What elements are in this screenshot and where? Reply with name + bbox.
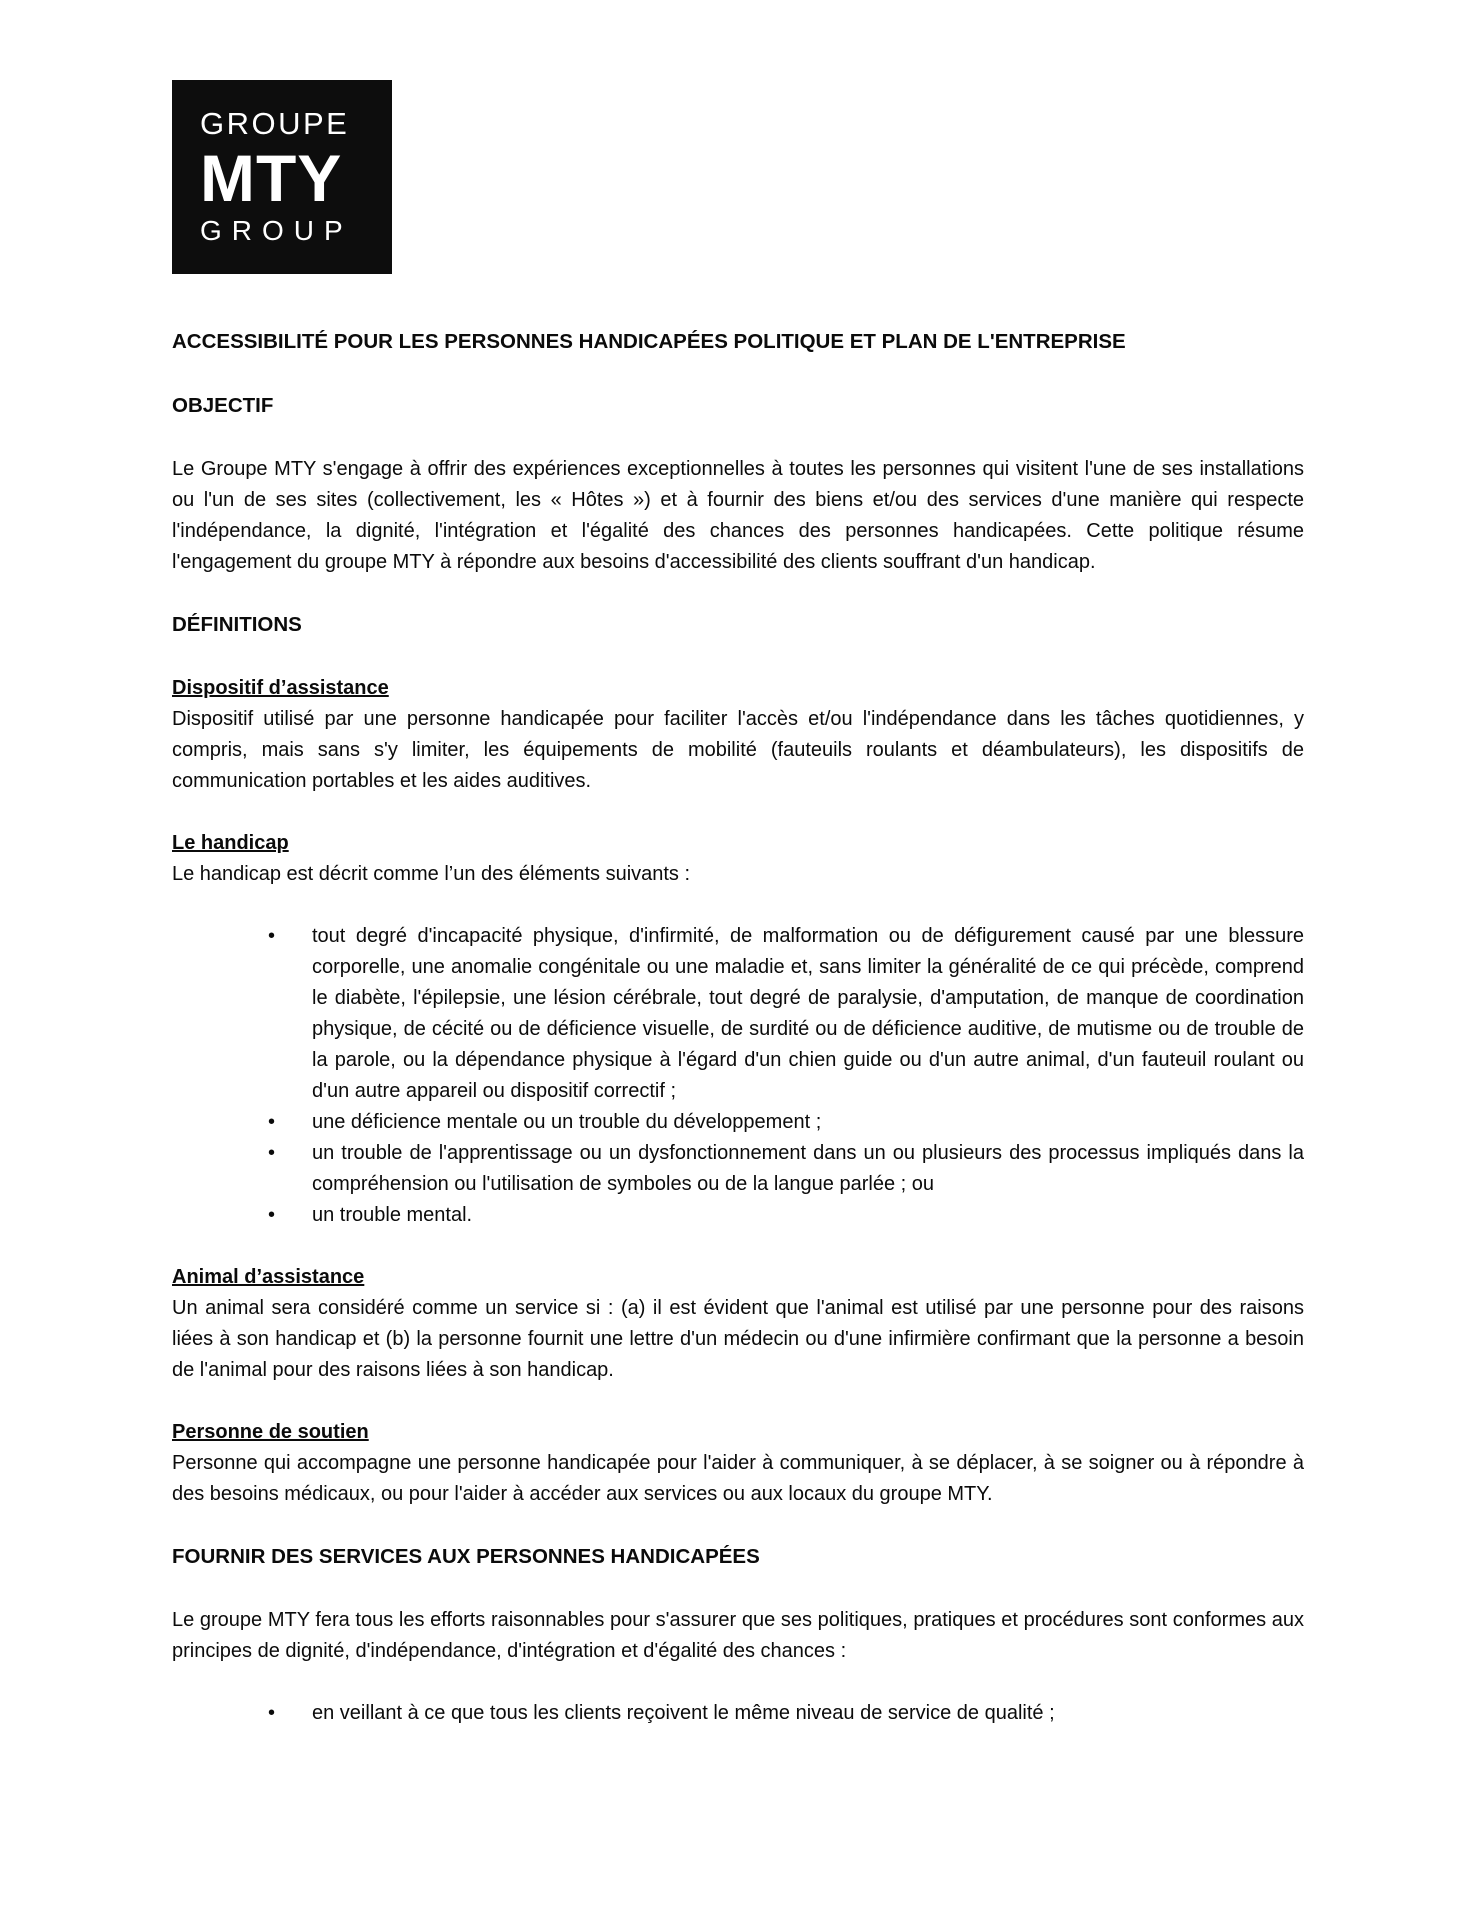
fournir-bullet-list [172,1698,1304,1729]
section-heading-objectif: OBJECTIF [172,394,274,417]
logo-line-group: GROUP [200,215,353,246]
subheading-dispositif-assistance: Dispositif d’assistance [172,677,389,699]
bullet-icon: • [268,1142,276,1164]
list-item [172,921,1304,1107]
bullet-icon: • [268,1111,276,1133]
list-item-text: un trouble mental. [312,1204,473,1226]
paragraph-personne-soutien: Personne qui accompagne une personne handicapée pour l'aider à communiquer, à se déplacer, à se soigner ou à répondre à des besoins médicaux, ou pour l'aider à accéder aux services ou aux locaux du groupe MTY. [172,1452,1304,1505]
list-item-text: en veillant à ce que tous les clients reçoivent le même niveau de service de qualité ; [312,1702,1055,1724]
subheading-le-handicap: Le handicap [172,832,289,854]
company-logo [172,80,392,274]
list-item-text: un trouble de l'apprentissage ou un dysfonctionnement dans un ou plusieurs des processus impliqués dans la compréhension ou l'utilisation de symboles ou de la langue parlée ; ou [312,1142,1304,1195]
list-item [172,1200,1304,1231]
bullet-icon: • [268,1702,276,1724]
paragraph-handicap-intro: Le handicap est décrit comme l’un des éléments suivants : [172,863,691,885]
document-title: ACCESSIBILITÉ POUR LES PERSONNES HANDICAPÉES POLITIQUE ET PLAN DE L'ENTREPRISE [172,330,1126,353]
section-heading-fournir: FOURNIR DES SERVICES AUX PERSONNES HANDICAPÉES [172,1545,760,1568]
list-item [172,1138,1304,1200]
subheading-personne-soutien: Personne de soutien [172,1421,369,1443]
bullet-icon: • [268,1204,276,1226]
logo-line-mty: MTY [200,141,343,215]
subheading-animal-assistance: Animal d’assistance [172,1266,365,1288]
section-heading-definitions: DÉFINITIONS [172,613,302,636]
paragraph-dispositif-assistance: Dispositif utilisé par une personne handicapée pour faciliter l'accès et/ou l'indépendance dans les tâches quotidiennes, y compris, mais sans s'y limiter, les équipements de mobilité (fauteuils roulants et déambulateurs), les dispositifs de communication portables et les aides auditives. [172,708,1304,792]
paragraph-objectif: Le Groupe MTY s'engage à offrir des expériences exceptionnelles à toutes les personnes qui visitent l'une de ses installations ou l'un de ses sites (collectivement, les « Hôtes ») et à fournir des biens et/ou des services d'une manière qui respecte l'indépendance, la dignité, l'intégration et l'égalité des chances des personnes handicapées. Cette politique résume l'engagement du groupe MTY à répondre aux besoins d'accessibilité des clients souffrant d'un handicap. [172,458,1304,573]
list-item [172,1107,1304,1138]
paragraph-animal-assistance: Un animal sera considéré comme un service si : (a) il est évident que l'animal est utilisé par une personne pour des raisons liées à son handicap et (b) la personne fournit une lettre d'un médecin ou d'une infirmière confirmant que la personne a besoin de l'animal pour des raisons liées à son handicap. [172,1297,1304,1381]
logo-line-groupe: GROUPE [200,106,350,141]
list-item-text: tout degré d'incapacité physique, d'infirmité, de malformation ou de défigurement causé par une blessure corporelle, une anomalie congénitale ou une maladie et, sans limiter la généralité de ce qui précède, comprend le diabète, l'épilepsie, une lésion cérébrale, tout degré de paralysie, d'amputation, de manque de coordination physique, de cécité ou de déficience visuelle, de surdité ou de déficience auditive, de mutisme ou de trouble de la parole, ou la dépendance physique à l'égard d'un chien guide ou d'un autre animal, d'un fauteuil roulant ou d'un autre appareil ou dispositif correctif ; [312,925,1304,1102]
list-item-text: une déficience mentale ou un trouble du développement ; [312,1111,822,1133]
list-item [172,1698,1304,1729]
paragraph-fournir: Le groupe MTY fera tous les efforts raisonnables pour s'assurer que ses politiques, pratiques et procédures sont conformes aux principes de dignité, d'indépendance, d'intégration et d'égalité des chances : [172,1609,1304,1662]
handicap-bullet-list [172,921,1304,1231]
bullet-icon: • [268,925,276,947]
